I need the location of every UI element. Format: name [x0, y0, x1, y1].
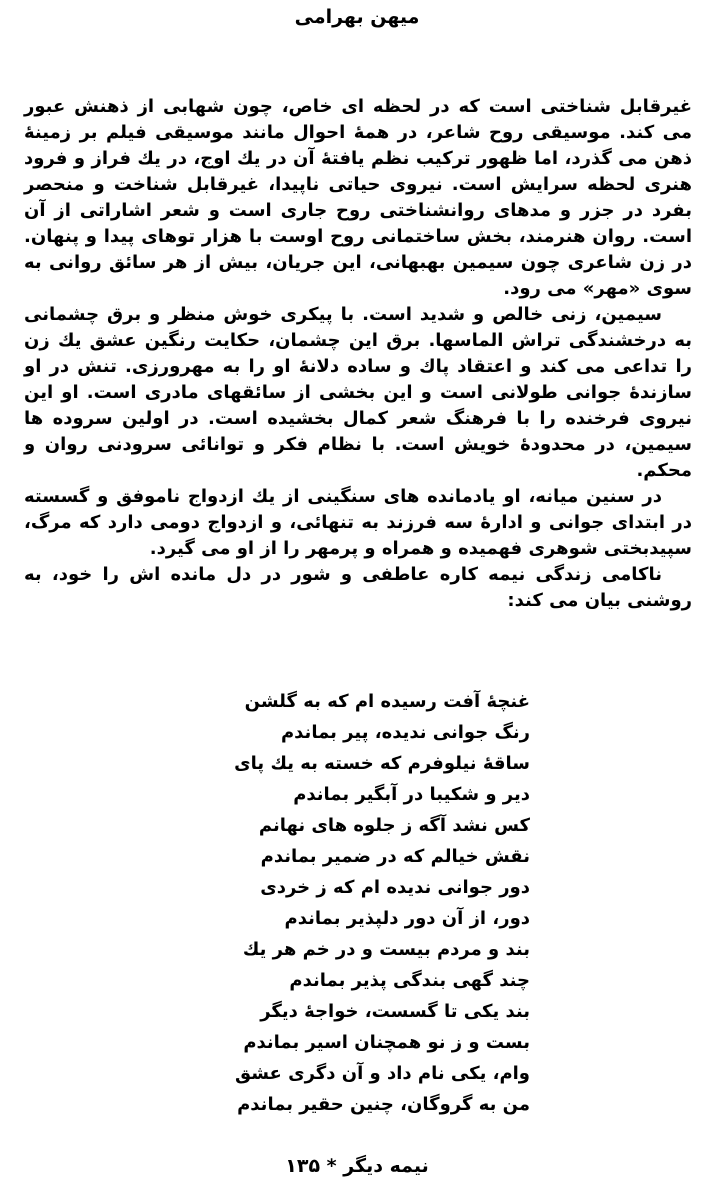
- page-footer: نیمه دیگر * ۱۳۵: [285, 1155, 429, 1177]
- poem-line: دور جوانی ندیده ام که ز خردی: [260, 877, 530, 898]
- poem-line: وام، یکی نام داد و آن دگری عشق: [234, 1063, 530, 1084]
- poem-line: ساقهٔ نیلوفرم که خسته به یك پای: [234, 753, 530, 774]
- poem-line: دیر و شکیبا در آبگیر بماندم: [293, 784, 530, 805]
- poem-line: کس نشد آگه ز جلوه های نهانم: [258, 815, 530, 836]
- poem-line: بند و مردم بیست و در خم هر یك: [242, 939, 530, 960]
- poem-line: من به گروگان، چنین حقیر بماندم: [237, 1094, 530, 1115]
- prose-paragraph: در سنین میانه، او یادمانده های سنگینی از یك ازدواج ناموفق و گسسته در ابتدای جوانی و ادارهٔ سه فرزند به تنهائی، و ازدواج دومی دارد که مرگ، سپیدبختی شوهری فهمیده و همراه و پرمهر را از او می گیرد.: [24, 486, 692, 559]
- prose-paragraph: ناکامی زندگی نیمه کاره عاطفی و شور در دل مانده اش را خود، به روشنی بیان می کند:: [24, 564, 692, 611]
- page-header-author: میهن بهرامی: [294, 6, 420, 28]
- poem-line: چند گهی بندگی پذیر بماندم: [289, 970, 530, 991]
- poem-line: رنگ جوانی ندیده، پیر بماندم: [280, 722, 530, 743]
- prose-paragraph: سیمین، زنی خالص و شدید است. با پیکری خوش منظر و برق چشمانی به درخشندگی تراش الماسها. برق این چشمان، حکایت رنگین عشق یك زن را تداعی می کند و اعتقاد پاك و ساده دلانهٔ او را به مهرورزی. تنش در او سازندهٔ جوانی طولانی است و این بخشی از سائقهای مادری است. او این نیروی فرخنده را با فرهنگ شعر کمال بخشیده است. در اولین سروده ها سیمین، در محدودهٔ خویش است. با نظام فکر و توانائی سرودنی روان و محکم.: [24, 304, 692, 481]
- prose-paragraph: غیرقابل شناختی است که در لحظه ای خاص، چون شهابی از ذهنش عبور می کند. موسیقی روح شاعر، در همهٔ احوال مانند موسیقی فیلم بر زمینهٔ ذهن می گذرد، اما ظهور ترکیب نظم یافتهٔ آن در یك اوج، در یك فراز و فرود هنری لحظه سرایش است. نیروی حیاتی ناپیدا، غیرقابل شناخت و منحصر بفرد در جزر و مدهای روانشناختی روح جاری است و شعر اشاراتی از آن است. روان هنرمند، بخش ساختمانی روح اوست با هزار توهای پیدا و پنهان. در زن شاعری چون سیمین بهبهانی، این جریان، بیش از هر سائق روانی به سوی «مهر» می رود.: [24, 96, 692, 299]
- poem-line: بست و ز نو همچنان اسیر بماندم: [243, 1032, 530, 1053]
- poem-block: [200, 686, 530, 1120]
- prose-body: [24, 94, 692, 614]
- poem-line: نقش خیالم که در ضمیر بماندم: [260, 846, 530, 867]
- poem-line: دور، از آن دور دلپذیر بماندم: [284, 908, 530, 929]
- poem-line: بند یکی تا گسست، خواجهٔ دیگر: [260, 1001, 530, 1022]
- poem-line: غنچهٔ آفت رسیده ام که به گلشن: [244, 691, 530, 712]
